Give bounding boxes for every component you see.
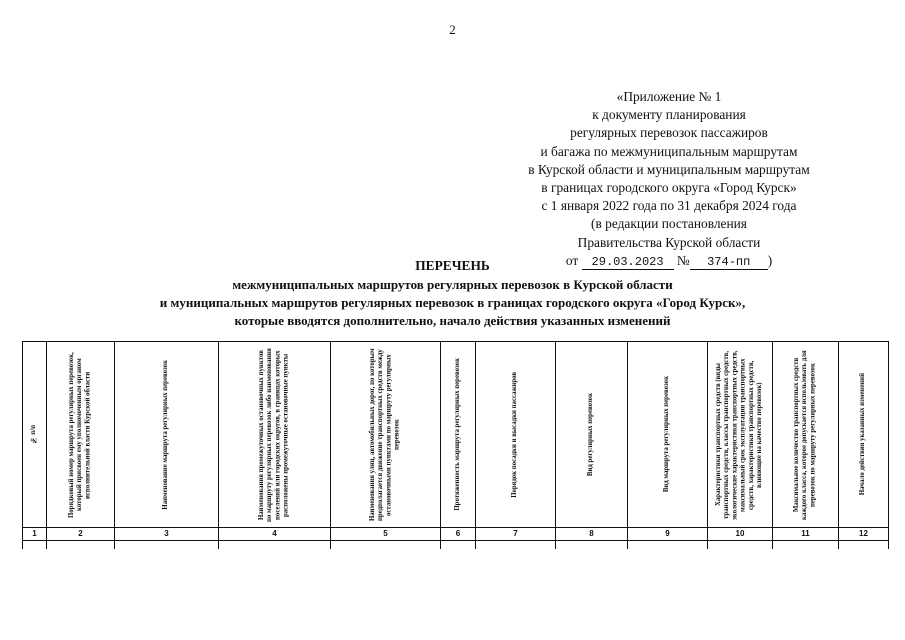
table-cell <box>773 541 839 550</box>
header-text: Начало действия указанных изменений <box>859 373 867 496</box>
appendix-line: «Приложение № 1 <box>616 89 722 104</box>
appendix-line: регулярных перевозок пассажиров <box>570 125 768 141</box>
header-text: Порядок посадки и высадки пассажиров <box>511 371 519 498</box>
header-text: Вид регулярных перевозок <box>587 392 595 477</box>
header-cell <box>773 342 839 528</box>
column-number: 3 <box>115 528 219 541</box>
header-cell <box>556 342 628 528</box>
date-prefix: от <box>565 252 579 268</box>
header-cell <box>115 342 219 528</box>
column-number: 9 <box>628 528 708 541</box>
subtitle-line: и муниципальных маршрутов регулярных перевозок в границах городского округа «Город Курск», <box>159 295 746 310</box>
list-subtitle <box>0 276 905 330</box>
page-number: 2 <box>449 22 456 37</box>
header-text: Наименование маршрута регулярных перевозок <box>162 359 170 510</box>
header-cell <box>219 342 331 528</box>
column-number: 1 <box>23 528 47 541</box>
header-cell <box>476 342 556 528</box>
table-cell <box>839 541 889 550</box>
table-row <box>23 541 889 550</box>
header-cell <box>23 342 47 528</box>
appendix-line: (в редакции постановления <box>591 216 747 232</box>
column-number: 2 <box>47 528 115 541</box>
number-prefix: № <box>676 252 690 268</box>
table-cell <box>219 541 331 550</box>
column-number: 8 <box>556 528 628 541</box>
header-text: Наименования улиц, автомобильных дорог, по которым предполагается движение транспортных средств между остановочными пунктами по маршруту регулярных перевозок <box>369 348 401 521</box>
resolution-date: 29.03.2023 <box>582 256 674 270</box>
appendix-block <box>480 88 858 270</box>
table-cell <box>556 541 628 550</box>
table-cell <box>708 541 773 550</box>
appendix-line: в Курской области и муниципальным маршрутам <box>528 161 810 177</box>
header-cell <box>708 342 773 528</box>
header-cell <box>331 342 441 528</box>
header-text: № п/п <box>30 425 38 444</box>
table-cell <box>441 541 476 550</box>
appendix-line: Правительства Курской области <box>577 234 761 250</box>
column-number: 12 <box>839 528 889 541</box>
subtitle-line: межмуниципальных маршрутов регулярных перевозок в Курской области <box>232 277 673 292</box>
table-cell <box>115 541 219 550</box>
appendix-line: и багажа по межмуниципальным маршрутам <box>540 143 798 159</box>
header-cell <box>441 342 476 528</box>
column-number: 4 <box>219 528 331 541</box>
column-number: 7 <box>476 528 556 541</box>
table-cell <box>47 541 115 550</box>
header-text: Вид маршрута регулярных перевозок <box>663 376 671 493</box>
table-cell <box>476 541 556 550</box>
list-title: ПЕРЕЧЕНЬ <box>415 258 490 273</box>
header-cell <box>47 342 115 528</box>
column-number: 5 <box>331 528 441 541</box>
header-cell <box>839 342 889 528</box>
table-cell <box>331 541 441 550</box>
header-text: Характеристики транспортных средств (виды транспортных средств, классы транспортных средств, экологические характеристики транспортных средств, максимальный срок эксплуатации транспортных средств, характеристики транспортных средств, влияющие на качество перевозок) <box>715 349 764 520</box>
header-text: Максимальное количество транспортных средств каждого класса, которое допускается использовать для перевозок по маршруту регулярных перевозок <box>793 349 817 520</box>
header-text: Порядковый номер маршрута регулярных перевозок, который присвоен ему уполномоченным органом исполнительной власти Курской области <box>68 351 92 518</box>
column-number: 6 <box>441 528 476 541</box>
appendix-line: к документу планирования <box>592 107 746 123</box>
column-number: 10 <box>708 528 773 541</box>
table-header-row <box>23 342 889 528</box>
column-number-row <box>23 528 889 541</box>
subtitle-line: которые вводятся дополнительно, начало действия указанных изменений <box>234 313 671 328</box>
closing-bracket: ) <box>767 252 773 268</box>
routes-table <box>22 341 889 549</box>
header-text: Протяженность маршрута регулярных перевозок <box>453 358 461 511</box>
appendix-line: с 1 января 2022 года по 31 декабря 2024 года <box>541 198 797 214</box>
appendix-line: в границах городского округа «Город Курск» <box>541 180 797 196</box>
header-text: Наименования промежуточных остановочных пунктов по маршруту регулярных перевозок либо наименования поселений или городских округов, в границах которых расположены промежуточные остановочные пункты <box>258 347 290 522</box>
table-cell <box>628 541 708 550</box>
column-number: 11 <box>773 528 839 541</box>
table-cell <box>23 541 47 550</box>
header-cell <box>628 342 708 528</box>
resolution-number: 374-пп <box>690 256 768 270</box>
